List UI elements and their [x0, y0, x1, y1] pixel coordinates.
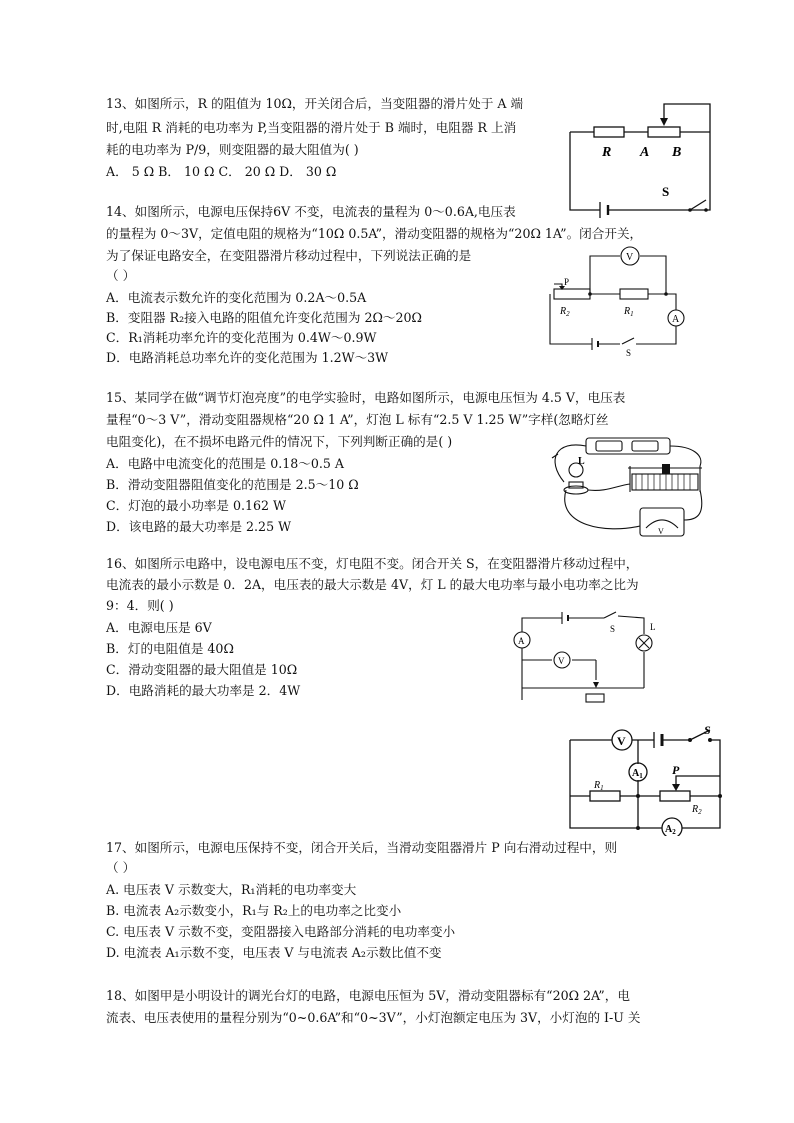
q16-label-a: A [518, 636, 525, 646]
q17-option-a: A. 电压表 V 示数变大，R₁消耗的电功率变大 [106, 882, 357, 897]
q13-options: A． 5 Ω B． 10 Ω C． 20 Ω D． 30 Ω [106, 164, 337, 179]
q14-label-s: S [626, 348, 632, 358]
q14-line-2: 的量程为 0～3V，定值电阻的规格为“10Ω 0.5A”，滑动变阻器的规格为“20Ω 1A”。闭合开关， [106, 226, 643, 241]
q16-label-s: S [610, 624, 616, 634]
q17-blank: （ ） [106, 860, 136, 875]
q15-option-b: B．滑动变阻器阻值变化的范围是 2.5～10 Ω [106, 477, 359, 492]
q16-option-c: C．滑动变阻器的最大阻值是 10Ω [106, 662, 298, 677]
q15-line-2: 量程“0～3 V”，滑动变阻器规格“20 Ω 1 A”，灯泡 L 标有“2.5 V 1.25 W”字样(忽略灯丝 [106, 412, 609, 427]
q16-option-b: B．灯的电阻值是 40Ω [106, 641, 234, 656]
q15-apparatus-illustration [536, 430, 716, 542]
q15-option-a: A．电路中电流变化的范围是 0.18～0.5 A [106, 456, 344, 471]
q14-option-d: D．电路消耗总功率允许的变化范围为 1.2W～3W [106, 350, 389, 365]
q17-option-b: B. 电流表 A₂示数变小，R₁与 R₂上的电功率之比变小 [106, 903, 402, 918]
q13-circuit-diagram [560, 92, 720, 218]
q14-line-1: 14、如图所示，电源电压保持6V 不变，电流表的量程为 0～0.6A,电压表 [106, 204, 516, 219]
q17-label-s: S [704, 723, 711, 737]
q15-option-c: C．灯泡的最小功率是 0.162 W [106, 498, 286, 513]
q17-label-a2: $A_2$ [665, 824, 676, 836]
q15-option-d: D．该电路的最大功率是 2.25 W [106, 519, 292, 534]
q17-label-r2: $R_2$ [692, 804, 702, 816]
q14-option-b: B．变阻器 R₂接入电路的阻值允许变化范围为 2Ω～20Ω [106, 310, 422, 325]
q17-line-1: 17、如图所示，电源电压保持不变，闭合开关后，当滑动变阻器滑片 P 向右滑动过程中，则 [106, 840, 618, 855]
q14-line-3: 为了保证电路安全，在变阻器滑片移动过程中，下列说法正确的是 [106, 248, 472, 263]
q17-option-d: D. 电流表 A₁示数不变，电压表 V 与电流表 A₂示数比值不变 [106, 945, 442, 960]
q14-label-v: V [626, 252, 634, 263]
q17-circuit-diagram [562, 722, 730, 836]
q14-label-r1: $R_1$ [624, 306, 634, 318]
q14-blank: （ ） [106, 268, 136, 283]
q14-option-a: A．电流表示数允许的变化范围为 0.2A～0.5A [106, 290, 367, 305]
q17-label-r1: $R_1$ [594, 780, 604, 792]
q13-label-a: A [640, 145, 650, 160]
q15-line-1: 15、某同学在做“调节灯泡亮度”的电学实验时，电路如图所示，电源电压恒为 4.5 V，电压表 [106, 390, 626, 405]
q18-line-1: 18、如图甲是小明设计的调光台灯的电路，电源电压恒为 5V，滑动变阻器标有“20Ω 2A”，电 [106, 988, 630, 1003]
q17-option-c: C. 电压表 V 示数不变，变阻器接入电路部分消耗的电功率变小 [106, 924, 456, 939]
q16-option-a: A．电源电压是 6V [106, 620, 212, 635]
q13-label-r: R [602, 145, 612, 160]
q16-circuit-diagram [512, 604, 662, 704]
q17-label-p: P [672, 763, 680, 777]
q16-label-l: L [650, 622, 656, 632]
q13-line-1: 13、如图所示，R 的阻值为 10Ω，开关闭合后，当变阻器的滑片处于 A 端 [106, 96, 524, 111]
q16-line-3: 9：4．则( ) [106, 598, 174, 613]
q17-label-a1: $A_1$ [632, 768, 643, 780]
q14-circuit-diagram [540, 244, 690, 360]
q13-line-2: 时,电阻 R 消耗的电功率为 P,当变阻器的滑片处于 B 端时，电阻器 R 上消 [106, 120, 517, 135]
q18-line-2: 流表、电压表使用的量程分别为“0~0.6A”和“0~3V”，小灯泡额定电压为 3V，小灯泡的 I-U 关 [106, 1010, 641, 1025]
q13-line-3: 耗的电功率为 P/9，则变阻器的最大阻值为( ) [106, 142, 359, 157]
q15-label-v: V [658, 527, 664, 536]
q16-label-v: V [558, 656, 565, 666]
q13-label-b: B [672, 145, 682, 160]
q16-line-1: 16、如图所示电路中，设电源电压不变，灯电阻不变。闭合开关 S，在变阻器滑片移动过程中， [106, 556, 639, 571]
q16-option-d: D．电路消耗的最大功率是 2．4W [106, 683, 301, 698]
q14-option-c: C．R₁消耗功率允许的变化范围为 0.4W～0.9W [106, 330, 377, 345]
q15-line-3: 电阻变化)，在不损坏电路元件的情况下，下列判断正确的是( ) [106, 434, 453, 449]
q15-label-l: L [578, 456, 585, 467]
q13-label-s: S [662, 184, 670, 199]
q14-label-r2: $R_2$ [560, 306, 570, 318]
q17-label-v: V [617, 734, 626, 748]
q14-label-a: A [672, 314, 680, 325]
q14-label-p: P [564, 277, 570, 287]
q16-line-2: 电流表的最小示数是 0．2A，电压表的最大示数是 4V，灯 L 的最大电功率与最小电功率之比为 [106, 577, 639, 592]
